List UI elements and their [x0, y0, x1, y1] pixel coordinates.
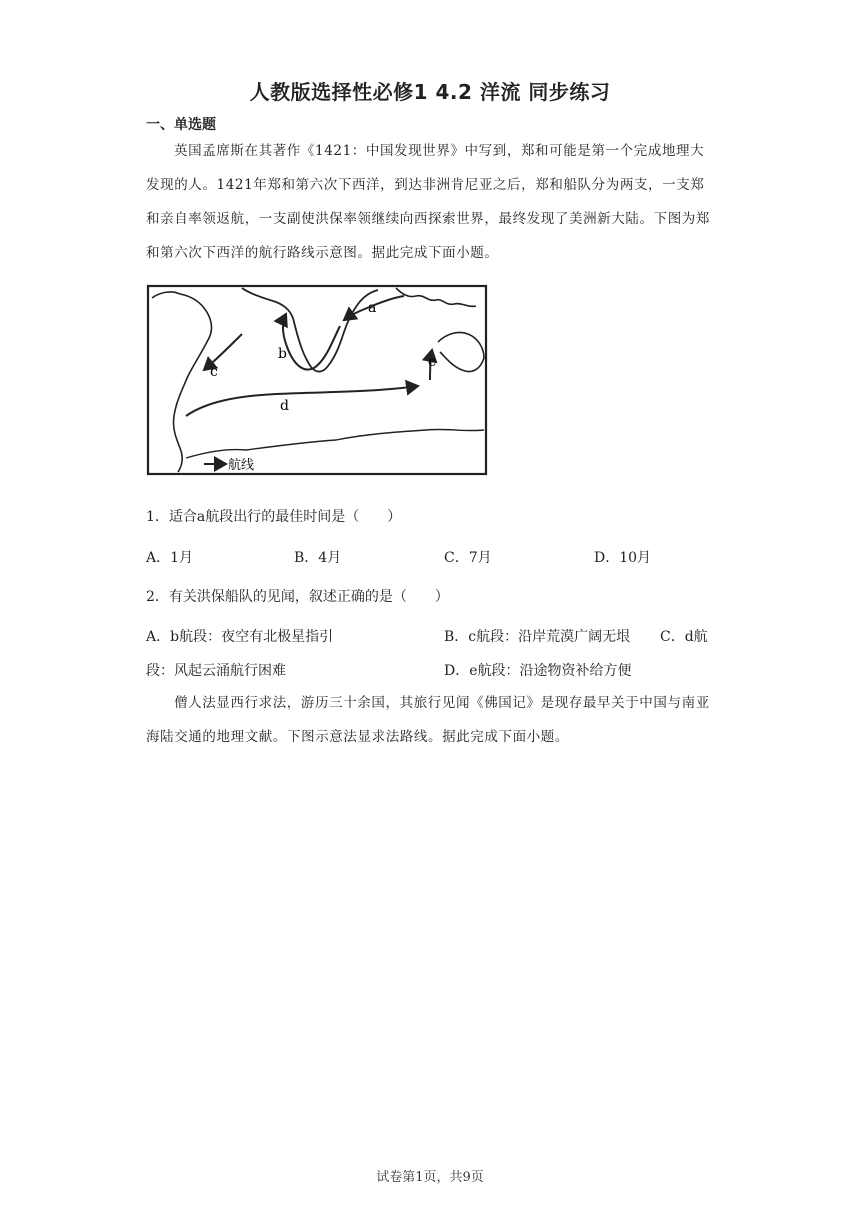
intro-paragraph-1: 英国孟席斯在其著作《1421：中国发现世界》中写到，郑和可能是第一个完成地理大发现的人。1421年郑和第六次下西洋，到达非洲肯尼亚之后，郑和船队分为两支，一支郑和亲自率领返航，一支副使洪保率领继续向西探索世界，最终发现了美洲新大陆。下图为郑和第六次下西洋的航行路线示意图。据此完成下面小题。	[146, 143, 710, 261]
legend-label: 航线	[228, 458, 255, 473]
q1-option-c[interactable]: C．7月	[444, 550, 492, 566]
page-footer: 试卷第1页，共9页	[376, 1170, 484, 1185]
q2-option-c-part1[interactable]: C．d航	[660, 629, 708, 645]
q2-option-a[interactable]: A．b航段：夜空有北极星指引	[146, 629, 334, 645]
q2-option-d[interactable]: D．e航段：沿途物资补给方便	[444, 663, 632, 679]
map-frame	[148, 286, 486, 474]
q2-option-c-part2[interactable]: 段：风起云涌航行困难	[146, 663, 286, 679]
label-c: c	[210, 364, 218, 380]
page-title: 人教版选择性必修1 4.2 洋流 同步练习	[249, 80, 611, 104]
q1-option-b[interactable]: B．4月	[294, 550, 342, 566]
section-heading: 一、单选题	[146, 117, 216, 133]
route-map	[146, 282, 490, 478]
q2-option-b[interactable]: B．c航段：沿岸荒漠广阔无垠	[444, 629, 631, 645]
q1-option-d[interactable]: D．10月	[594, 550, 652, 566]
label-e: e	[428, 354, 437, 370]
question-1-stem: 1．适合a航段出行的最佳时间是（ ）	[146, 509, 402, 525]
label-b: b	[278, 346, 287, 362]
question-2-stem: 2．有关洪保船队的见闻，叙述正确的是（ ）	[146, 589, 449, 605]
q1-option-a[interactable]: A．1月	[146, 550, 194, 566]
label-d: d	[280, 398, 289, 414]
intro-paragraph-2: 僧人法显西行求法，游历三十余国，其旅行见闻《佛国记》是现存最早关于中国与南亚海陆交通的地理文献。下图示意法显求法路线。据此完成下面小题。	[146, 695, 710, 745]
label-a: a	[368, 300, 377, 316]
